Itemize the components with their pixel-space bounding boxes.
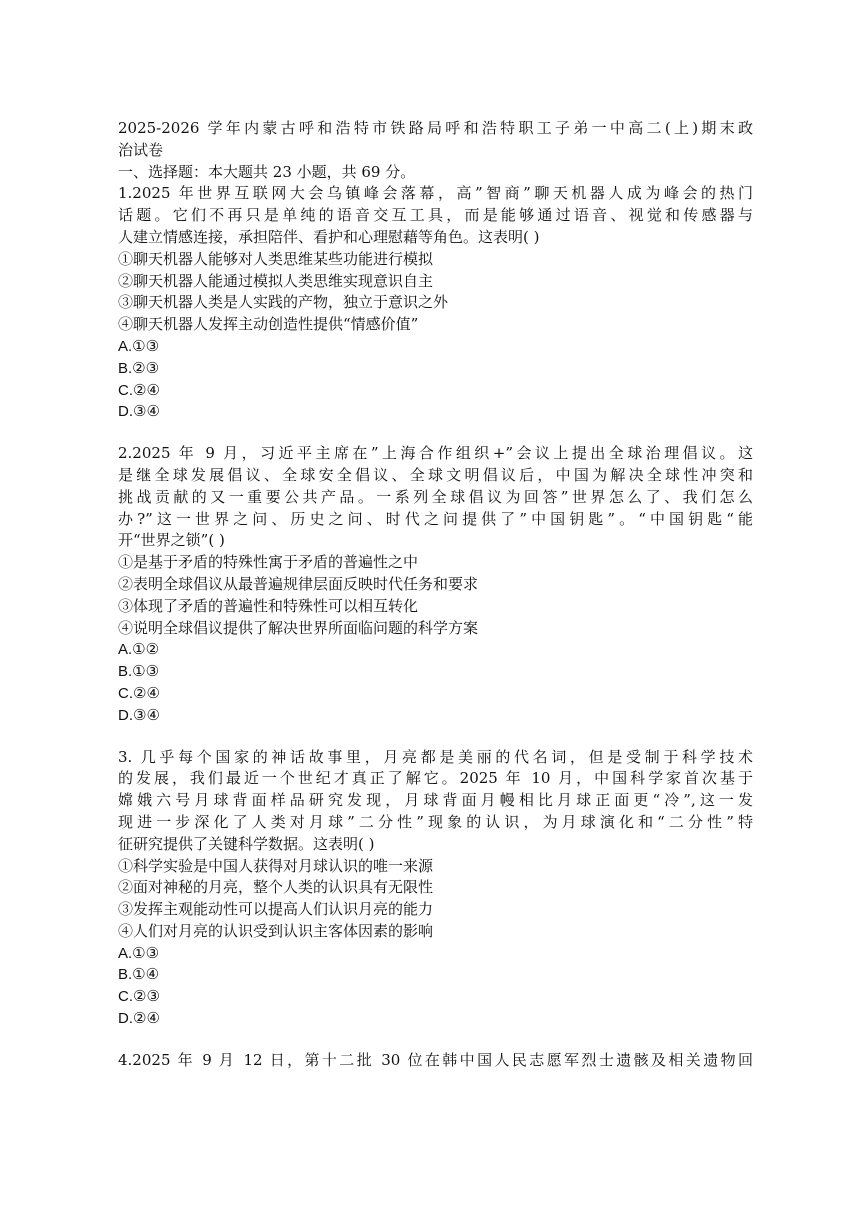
answer-option-b: B.①③ xyxy=(118,663,160,681)
question-stem-line: 2.2025 年 9 月，习近平主席在”上海合作组织+”会议上提出全球治理倡议。这 xyxy=(118,444,753,463)
answer-option-b: B.②③ xyxy=(118,359,160,377)
exam-title xyxy=(118,118,753,162)
question-stem-line: 话题。它们不再只是单纯的语音交互工具，而是能够通过语音、视觉和传感器与 xyxy=(118,206,753,225)
answer-option-a: A.①③ xyxy=(118,944,160,962)
question-3 xyxy=(118,747,753,1030)
title-line: 2025-2026 学年内蒙古呼和浩特市铁路局呼和浩特职工子弟一中高二(上)期末政 xyxy=(118,119,753,137)
question-stem-line: 开“世界之锁”( ) xyxy=(118,531,225,550)
question-stem-line: 1.2025 年世界互联网大会乌镇峰会落幕，高”智商”聊天机器人成为峰会的热门 xyxy=(118,184,753,203)
statement: ①聊天机器人能够对人类思维某些功能进行模拟 xyxy=(118,249,434,268)
document-body xyxy=(118,118,753,1072)
statement: ②表明全球倡议从最普遍规律层面反映时代任务和要求 xyxy=(118,574,479,593)
answer-option-d: D.③④ xyxy=(118,706,160,724)
answer-option-b: B.①④ xyxy=(118,966,160,984)
answer-option-d: D.③④ xyxy=(118,403,160,421)
statement: ③体现了矛盾的普遍性和特殊性可以相互转化 xyxy=(118,596,419,615)
question-stem-line: 现进一步深化了人类对月球”二分性”现象的认识，为月球演化和“二分性”特 xyxy=(118,812,753,831)
answer-option-d: D.②④ xyxy=(118,1010,160,1028)
statement: ④聊天机器人发挥主动创造性提供“情感价值” xyxy=(118,315,419,334)
answer-option-a: A.①③ xyxy=(118,337,160,355)
question-1 xyxy=(118,183,753,423)
section-heading: 一、选择题：本大题共 23 小题，共 69 分。 xyxy=(118,162,416,181)
statement: ①科学实验是中国人获得对月球认识的唯一来源 xyxy=(118,856,434,875)
statement: ②聊天机器人能通过模拟人类思维实现意识自主 xyxy=(118,271,434,290)
question-stem-line: 是继全球发展倡议、全球安全倡议、全球文明倡议后，中国为解决全球性冲突和 xyxy=(118,465,753,484)
statement: ④说明全球倡议提供了解决世界所面临问题的科学方案 xyxy=(118,618,479,637)
answer-option-c: C.②④ xyxy=(118,381,160,399)
question-stem-line: 办?”这一世界之问、历史之问、时代之问提供了”中国钥匙”。“中国钥匙“能 xyxy=(118,509,753,528)
statement: ②面对神秘的月亮，整个人类的认识具有无限性 xyxy=(118,878,434,897)
statement: ③聊天机器人类是人实践的产物，独立于意识之外 xyxy=(118,293,449,312)
statement: ④人们对月亮的认识受到认识主客体因素的影响 xyxy=(118,921,434,940)
question-4 xyxy=(118,1050,753,1072)
answer-option-a: A.①② xyxy=(118,641,160,659)
question-2 xyxy=(118,443,753,726)
question-stem-line: 嫦娥六号月球背面样品研究发现，月球背面月幔相比月球正面更“冷”,这一发 xyxy=(118,791,753,810)
question-stem-line: 4.2025 年 9 月 12 日，第十二批 30 位在韩中国人民志愿军烈士遗骸及相关遗物回 xyxy=(118,1050,753,1069)
statement: ③发挥主观能动性可以提高人们认识月亮的能力 xyxy=(118,900,434,919)
question-stem-line: 3. 几乎每个国家的神话故事里，月亮都是美丽的代名词，但是受制于科学技术 xyxy=(118,747,753,766)
title-line: 治试卷 xyxy=(118,140,164,159)
question-stem-line: 征研究提供了关键科学数据。这表明( ) xyxy=(118,834,375,853)
question-stem-line: 的发展，我们最近一个世纪才真正了解它。2025 年 10 月，中国科学家首次基于 xyxy=(118,769,753,788)
statement: ①是基于矛盾的特殊性寓于矛盾的普遍性之中 xyxy=(118,553,419,572)
question-stem-line: 人建立情感连接，承担陪伴、看护和心理慰藉等角色。这表明( ) xyxy=(118,227,540,246)
answer-option-c: C.②③ xyxy=(118,988,160,1006)
answer-option-c: C.②④ xyxy=(118,684,160,702)
question-stem-line: 挑战贡献的又一重要公共产品。一系列全球倡议为回答”世界怎么了、我们怎么 xyxy=(118,487,753,506)
